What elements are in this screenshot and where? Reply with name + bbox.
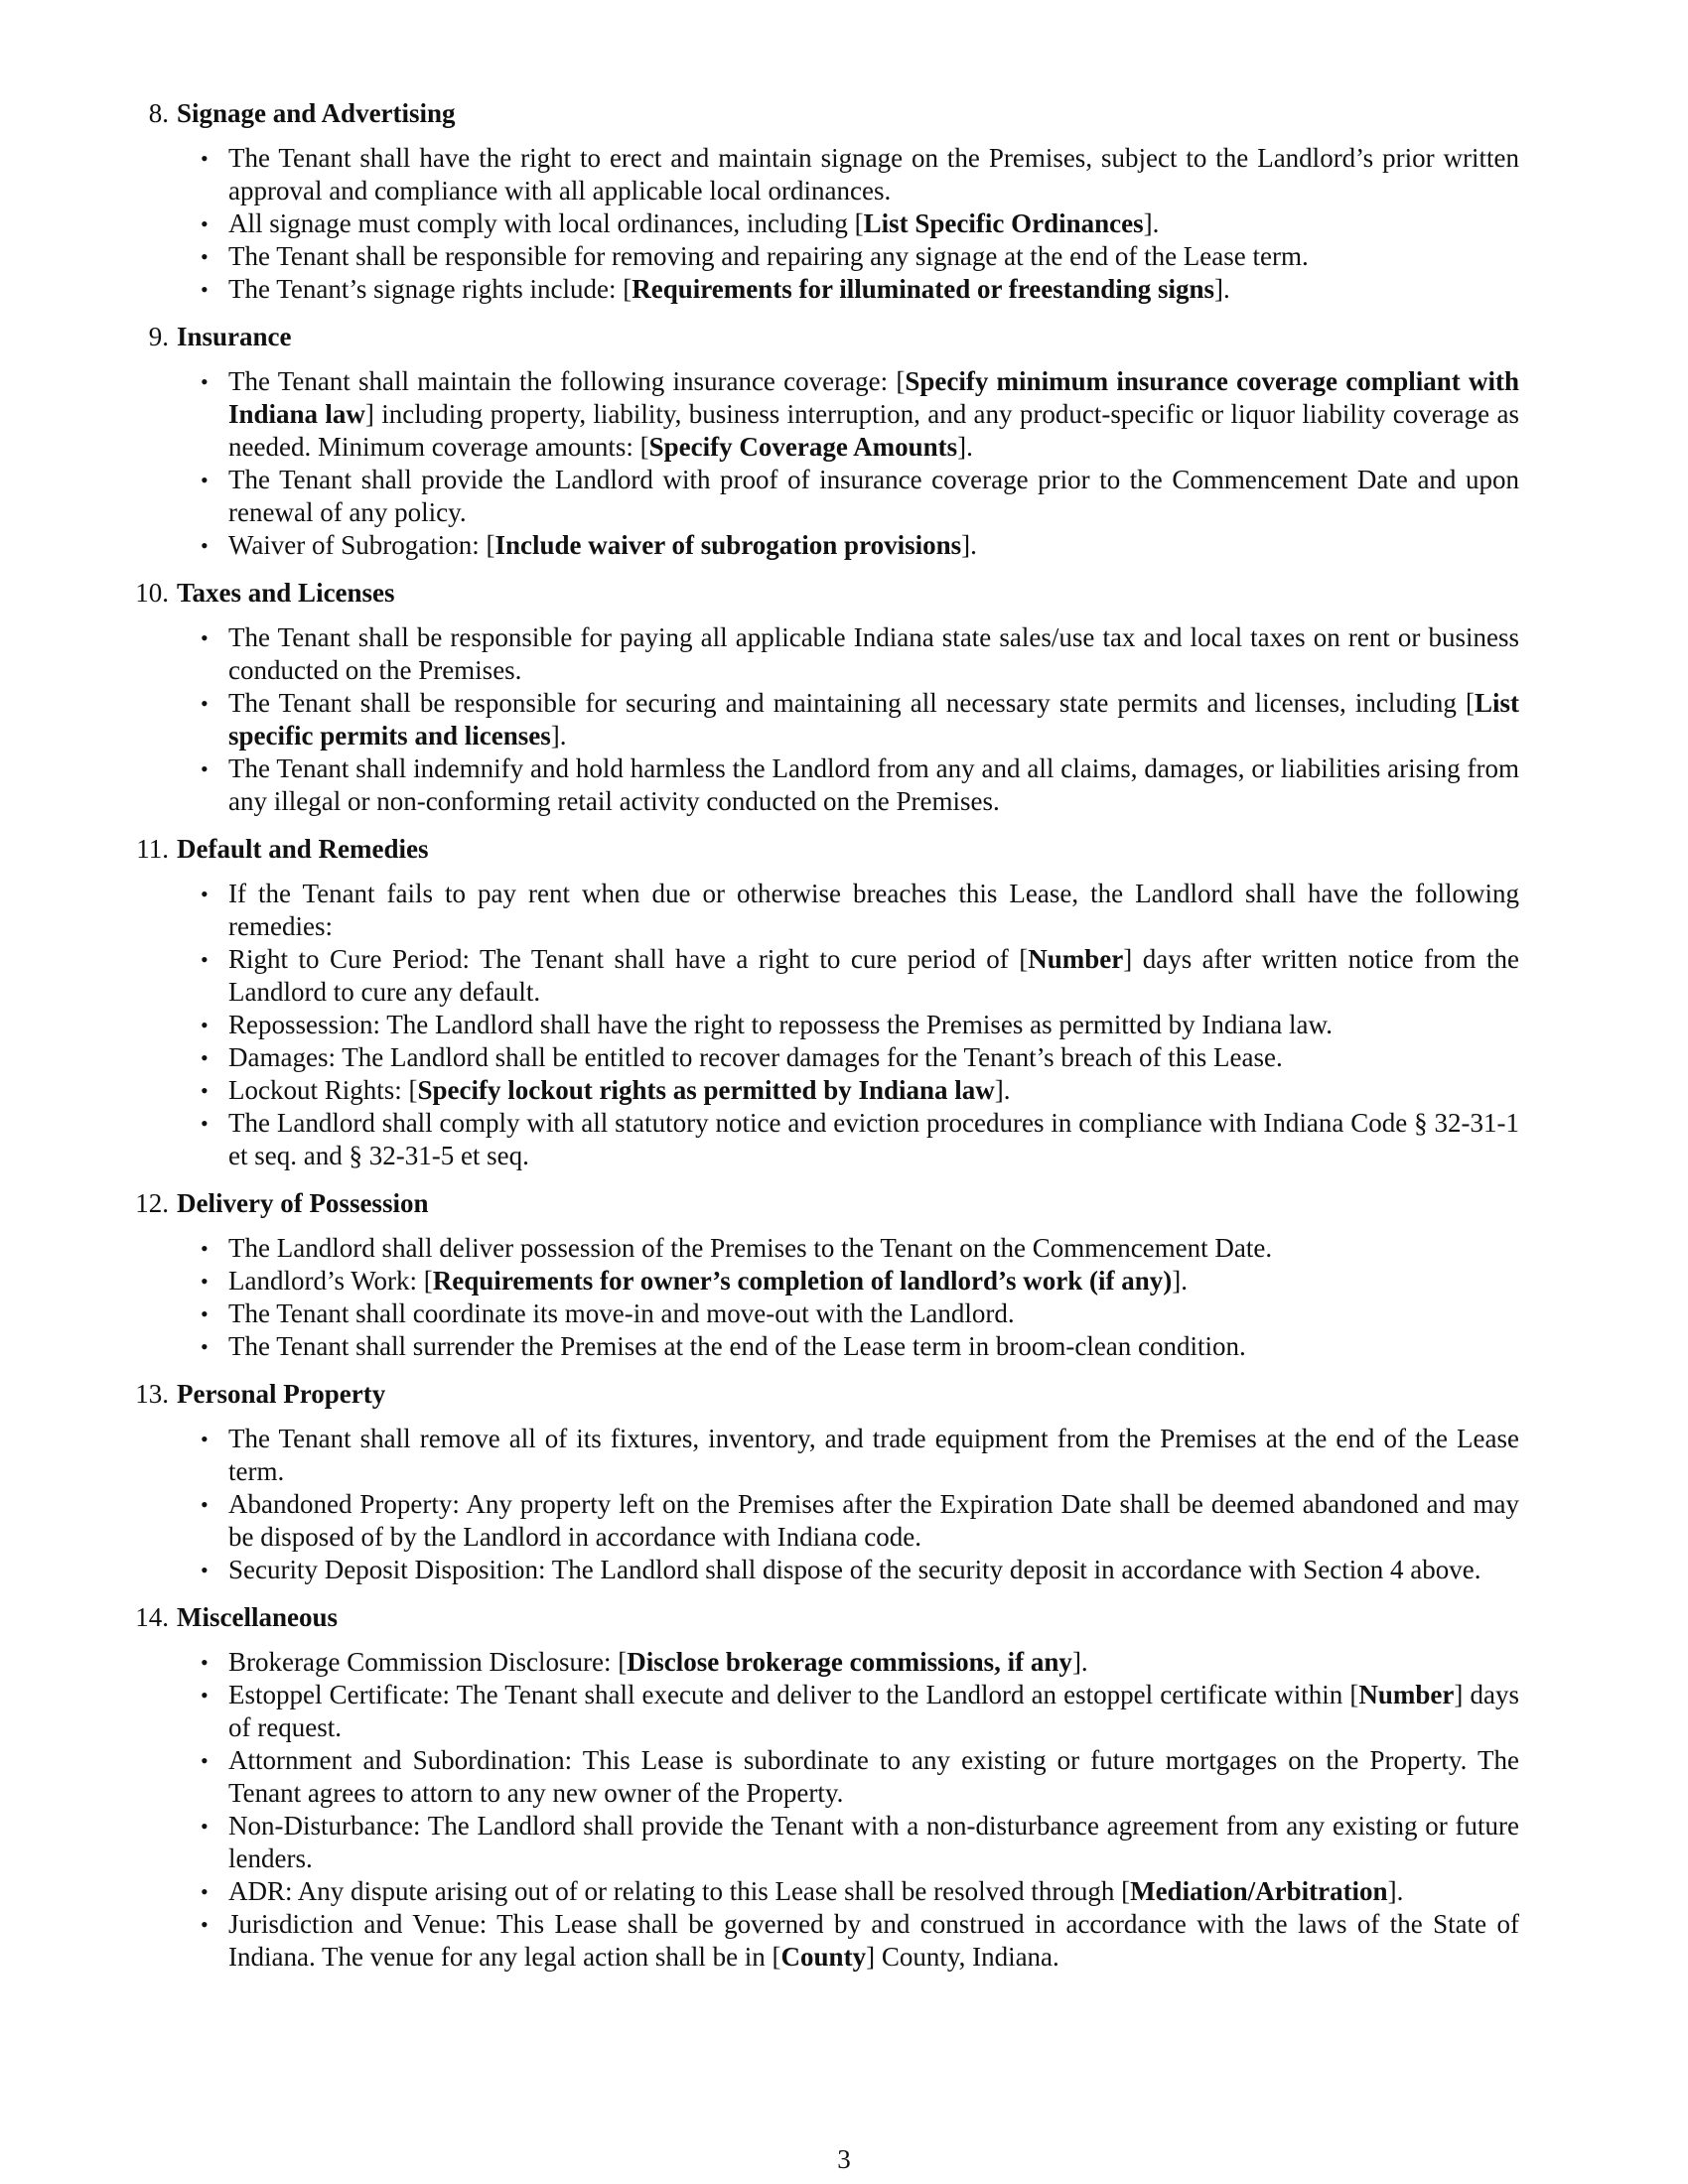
section-heading	[129, 577, 1589, 610]
bullet-list	[129, 878, 1589, 1172]
list-item	[129, 1488, 1589, 1554]
item-text: Security Deposit Disposition: The Landlord shall dispose of the security deposit in accordance with Section 4 above.	[228, 1555, 1481, 1584]
placeholder-text: Number	[1028, 944, 1124, 974]
item-text: Estoppel Certificate: The Tenant shall execute and deliver to the Landlord an estoppel certificate within [	[228, 1680, 1359, 1709]
bullet-icon: •	[201, 1748, 209, 1773]
item-text: The Tenant’s signage rights include: [	[228, 274, 633, 304]
list-item	[129, 1009, 1589, 1041]
section-heading	[129, 321, 1589, 353]
placeholder-text: Requirements for owner’s completion of landlord’s work (if any)	[432, 1266, 1173, 1296]
placeholder-text: List specific permits and licenses	[228, 688, 1519, 751]
bullet-list	[129, 1232, 1589, 1363]
list-item	[129, 1107, 1589, 1172]
section	[129, 577, 1589, 818]
list-item	[129, 1646, 1589, 1679]
placeholder-text: List Specific Ordinances	[863, 208, 1144, 238]
item-text: All signage must comply with local ordinances, including [	[228, 208, 864, 238]
section	[129, 321, 1589, 562]
item-text: ].	[1214, 274, 1230, 304]
bullet-list	[129, 1646, 1589, 1974]
placeholder-text: Disclose brokerage commissions, if any	[627, 1647, 1072, 1677]
bullet-icon: •	[201, 146, 209, 171]
bullet-icon: •	[201, 1814, 209, 1839]
list-item	[129, 1330, 1589, 1363]
list-item	[129, 1810, 1589, 1875]
list-item	[129, 1074, 1589, 1107]
bullet-icon: •	[201, 277, 209, 302]
list-item	[129, 142, 1589, 207]
list-item	[129, 1908, 1589, 1974]
bullet-icon: •	[201, 625, 209, 650]
item-text: The Tenant shall be responsible for securing and maintaining all necessary state permits and licenses, including [	[228, 688, 1475, 718]
bullet-icon: •	[201, 1492, 209, 1517]
bullet-list	[129, 365, 1589, 562]
list-item	[129, 240, 1589, 273]
item-text: Abandoned Property: Any property left on the Premises after the Expiration Date shall be deemed abandoned and may be disposed of by the Landlord in accordance with Indiana code.	[228, 1489, 1519, 1552]
item-text: ] days after written notice from the Landlord to cure any default.	[228, 944, 1519, 1007]
bullet-icon: •	[201, 1236, 209, 1261]
bullet-list	[129, 621, 1589, 818]
list-item	[129, 1265, 1589, 1297]
section-title: Miscellaneous	[177, 1602, 338, 1632]
section-heading	[129, 1378, 1589, 1411]
item-text: The Tenant shall provide the Landlord with proof of insurance coverage prior to the Commencement Date and upon renewal of any policy.	[228, 465, 1519, 527]
item-text: Brokerage Commission Disclosure: [	[228, 1647, 628, 1677]
item-text: The Tenant shall maintain the following insurance coverage: [	[228, 366, 906, 396]
placeholder-text: Include waiver of subrogation provisions	[494, 530, 962, 560]
item-text: Non-Disturbance: The Landlord shall provide the Tenant with a non-disturbance agreement from any existing or future lenders.	[228, 1811, 1519, 1873]
section-number: 12.	[135, 1188, 169, 1218]
bullet-icon: •	[201, 1879, 209, 1904]
section	[129, 1378, 1589, 1586]
section	[129, 97, 1589, 306]
bullet-list	[129, 1423, 1589, 1586]
bullet-icon: •	[201, 1269, 209, 1294]
section-number: 10.	[135, 578, 169, 608]
placeholder-text: County	[780, 1942, 867, 1972]
list-item	[129, 207, 1589, 240]
item-text: ].	[994, 1075, 1011, 1105]
document-body	[129, 97, 1589, 1988]
bullet-icon: •	[201, 1427, 209, 1451]
item-text: Lockout Rights: [	[228, 1075, 418, 1105]
placeholder-text: Specify minimum insurance coverage compliant with Indiana law	[228, 366, 1519, 429]
section-heading	[129, 833, 1589, 866]
item-text: ] days of request.	[228, 1680, 1520, 1742]
item-text: ].	[1387, 1876, 1404, 1906]
section-number: 11.	[136, 834, 169, 864]
placeholder-text: Requirements for illuminated or freestanding signs	[632, 274, 1215, 304]
item-text: The Tenant shall surrender the Premises at the end of the Lease term in broom-clean condition.	[228, 1331, 1246, 1361]
item-text: The Landlord shall deliver possession of the Premises to the Tenant on the Commencement Date.	[228, 1233, 1273, 1263]
list-item	[129, 1232, 1589, 1265]
bullet-icon: •	[201, 1301, 209, 1326]
item-text: If the Tenant fails to pay rent when due or otherwise breaches this Lease, the Landlord shall have the following remedies:	[228, 879, 1519, 941]
item-text: The Tenant shall coordinate its move-in and move-out with the Landlord.	[228, 1298, 1015, 1328]
bullet-icon: •	[201, 1683, 209, 1707]
placeholder-text: Mediation/Arbitration	[1130, 1876, 1388, 1906]
list-item	[129, 878, 1589, 943]
section	[129, 1187, 1589, 1363]
list-item	[129, 1679, 1589, 1744]
item-text: ].	[550, 721, 567, 751]
list-item	[129, 464, 1589, 529]
bullet-icon: •	[201, 1334, 209, 1359]
page-number: 3	[837, 2144, 851, 2174]
bullet-icon: •	[201, 369, 209, 394]
item-text: The Tenant shall have the right to erect and maintain signage on the Premises, subject to the Landlord’s prior written approval and compliance with all applicable local ordinances.	[228, 143, 1519, 205]
bullet-icon: •	[201, 1013, 209, 1037]
bullet-icon: •	[201, 1912, 209, 1937]
section-number: 8.	[148, 98, 169, 128]
bullet-icon: •	[201, 244, 209, 269]
item-text: The Tenant shall indemnify and hold harmless the Landlord from any and all claims, damages, or liabilities arising from any illegal or non-conforming retail activity conducted on the Premises.	[228, 753, 1519, 816]
list-item	[129, 621, 1589, 687]
bullet-icon: •	[201, 1650, 209, 1675]
item-text: The Tenant shall be responsible for removing and repairing any signage at the end of the Lease term.	[228, 241, 1309, 271]
list-item	[129, 273, 1589, 306]
bullet-icon: •	[201, 533, 209, 558]
bullet-icon: •	[201, 756, 209, 781]
list-item	[129, 529, 1589, 562]
section-number: 9.	[148, 322, 169, 351]
item-text: Damages: The Landlord shall be entitled to recover damages for the Tenant’s breach of this Lease.	[228, 1042, 1283, 1072]
item-text: Repossession: The Landlord shall have the right to repossess the Premises as permitted by Indiana law.	[228, 1010, 1334, 1039]
bullet-icon: •	[201, 691, 209, 716]
placeholder-text: Specify Coverage Amounts	[648, 432, 958, 462]
item-text: ] County, Indiana.	[866, 1942, 1059, 1972]
item-text: ].	[1071, 1647, 1088, 1677]
item-text: Attornment and Subordination: This Lease is subordinate to any existing or future mortgages on the Property. The Tenant agrees to attorn to any new owner of the Property.	[228, 1745, 1519, 1808]
bullet-icon: •	[201, 468, 209, 492]
item-text: ] including property, liability, business interruption, and any product-specific or liquor liability coverage as needed. Minimum coverage amounts: [	[228, 399, 1519, 462]
section-title: Signage and Advertising	[177, 98, 456, 128]
list-item	[129, 943, 1589, 1009]
list-item	[129, 365, 1589, 464]
bullet-icon: •	[201, 1111, 209, 1136]
section-title: Delivery of Possession	[177, 1188, 429, 1218]
item-text: Landlord’s Work: [	[228, 1266, 433, 1296]
bullet-icon: •	[201, 211, 209, 236]
list-item	[129, 687, 1589, 752]
list-item	[129, 1297, 1589, 1330]
section-title: Insurance	[177, 322, 292, 351]
item-text: ADR: Any dispute arising out of or relating to this Lease shall be resolved through [	[228, 1876, 1131, 1906]
item-text: ].	[1143, 208, 1160, 238]
section	[129, 833, 1589, 1172]
bullet-icon: •	[201, 947, 209, 972]
item-text: ].	[961, 530, 977, 560]
list-item	[129, 1423, 1589, 1488]
list-item	[129, 1041, 1589, 1074]
item-text: The Landlord shall comply with all statutory notice and eviction procedures in compliance with Indiana Code § 32-31-1 et seq. and § 32-31-5 et seq.	[228, 1108, 1519, 1170]
placeholder-text: Number	[1358, 1680, 1455, 1709]
item-text: The Tenant shall be responsible for paying all applicable Indiana state sales/use tax and local taxes on rent or business conducted on the Premises.	[228, 622, 1519, 685]
section-title: Default and Remedies	[177, 834, 429, 864]
item-text: ].	[1172, 1266, 1188, 1296]
item-text: Right to Cure Period: The Tenant shall have a right to cure period of [	[228, 944, 1029, 974]
section-heading	[129, 1187, 1589, 1220]
section-heading	[129, 1601, 1589, 1634]
section	[129, 1601, 1589, 1974]
bullet-list	[129, 142, 1589, 306]
section-number: 14.	[135, 1602, 169, 1632]
section-title: Personal Property	[177, 1379, 386, 1409]
bullet-icon: •	[201, 882, 209, 906]
item-text: Jurisdiction and Venue: This Lease shall be governed by and construed in accordance with the laws of the State of Indiana. The venue for any legal action shall be in [	[228, 1909, 1519, 1972]
section-number: 13.	[135, 1379, 169, 1409]
item-text: The Tenant shall remove all of its fixtures, inventory, and trade equipment from the Premises at the end of the Lease term.	[228, 1424, 1519, 1486]
list-item	[129, 752, 1589, 818]
list-item	[129, 1554, 1589, 1586]
list-item	[129, 1875, 1589, 1908]
section-title: Taxes and Licenses	[177, 578, 395, 608]
bullet-icon: •	[201, 1045, 209, 1070]
section-heading	[129, 97, 1589, 130]
item-text: Waiver of Subrogation: [	[228, 530, 495, 560]
placeholder-text: Specify lockout rights as permitted by Indiana law	[417, 1075, 995, 1105]
item-text: ].	[957, 432, 973, 462]
bullet-icon: •	[201, 1558, 209, 1582]
list-item	[129, 1744, 1589, 1810]
bullet-icon: •	[201, 1078, 209, 1103]
